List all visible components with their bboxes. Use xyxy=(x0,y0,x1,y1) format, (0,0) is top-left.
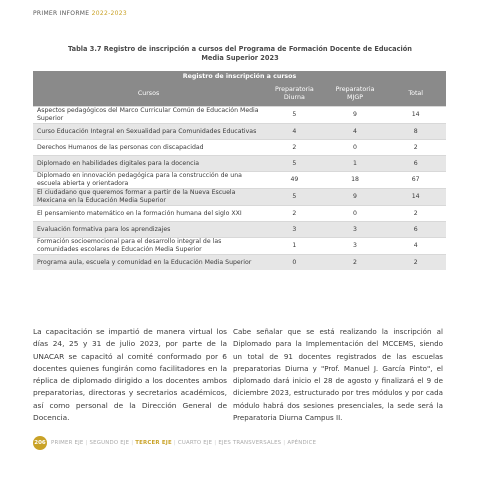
footer-nav-item[interactable]: TERCER EJE xyxy=(135,440,172,446)
cell-course: Programa aula, escuela y comunidad en la Educación Media Superior xyxy=(33,255,264,271)
cell-diurna: 3 xyxy=(264,222,325,238)
report-title: PRIMER INFORME xyxy=(33,10,90,17)
cell-total: 8 xyxy=(385,124,446,140)
cell-diurna: 5 xyxy=(264,107,325,124)
table-group-header-row xyxy=(33,71,446,82)
cell-total: 6 xyxy=(385,222,446,238)
cell-mjgp: 9 xyxy=(325,189,386,206)
cell-diurna: 4 xyxy=(264,124,325,140)
table-row xyxy=(33,189,446,206)
nav-separator: | xyxy=(283,440,286,446)
cell-total: 14 xyxy=(385,107,446,124)
table-row xyxy=(33,238,446,255)
footer-nav-item[interactable]: APÉNDICE xyxy=(287,440,317,446)
cell-diurna: 5 xyxy=(264,156,325,172)
table-column-header-row xyxy=(33,82,446,107)
column-header-cursos: Cursos xyxy=(33,82,264,107)
cell-course: Aspectos pedagógicos del Marco Curricular Común de Educación Media Superior xyxy=(33,107,264,124)
table-row xyxy=(33,172,446,189)
table-row xyxy=(33,255,446,271)
cell-diurna: 2 xyxy=(264,140,325,156)
cell-mjgp: 9 xyxy=(325,107,386,124)
cell-total: 2 xyxy=(385,255,446,271)
nav-separator: | xyxy=(214,440,217,446)
column-header-total: Total xyxy=(385,82,446,107)
table-row xyxy=(33,107,446,124)
footer-nav xyxy=(51,440,316,446)
cell-course: Diplomado en innovación pedagógica para la construcción de una escuela abierta y orientadora xyxy=(33,172,264,189)
cell-diurna: 2 xyxy=(264,206,325,222)
cell-mjgp: 4 xyxy=(325,124,386,140)
page-footer xyxy=(33,436,463,450)
table-caption xyxy=(44,45,436,63)
report-year: 2022-2023 xyxy=(91,10,127,17)
footer-nav-item[interactable]: PRIMER EJE xyxy=(51,440,84,446)
cell-mjgp: 3 xyxy=(325,238,386,255)
cell-total: 2 xyxy=(385,206,446,222)
cell-total: 4 xyxy=(385,238,446,255)
cell-mjgp: 0 xyxy=(325,206,386,222)
cell-mjgp: 0 xyxy=(325,140,386,156)
cell-mjgp: 1 xyxy=(325,156,386,172)
cell-total: 6 xyxy=(385,156,446,172)
table-row xyxy=(33,156,446,172)
nav-separator: | xyxy=(85,440,88,446)
cell-total: 67 xyxy=(385,172,446,189)
table-row xyxy=(33,206,446,222)
cell-course: El pensamiento matemático en la formación humana del siglo XXI xyxy=(33,206,264,222)
cell-total: 2 xyxy=(385,140,446,156)
cell-course: Diplomado en habilidades digitales para la docencia xyxy=(33,156,264,172)
table-body xyxy=(33,107,446,271)
cell-course: Derechos Humanos de las personas con discapacidad xyxy=(33,140,264,156)
cell-diurna: 49 xyxy=(264,172,325,189)
cell-mjgp: 3 xyxy=(325,222,386,238)
footer-nav-item[interactable]: CUARTO EJE xyxy=(177,440,213,446)
running-header xyxy=(33,10,127,17)
cell-diurna: 1 xyxy=(264,238,325,255)
column-header-diurna: Preparatoria Diurna xyxy=(264,82,325,107)
page-number: 206 xyxy=(33,436,47,450)
enrollment-table xyxy=(33,71,446,270)
cell-diurna: 0 xyxy=(264,255,325,271)
cell-mjgp: 18 xyxy=(325,172,386,189)
caption-line-2: Media Superior 2023 xyxy=(201,54,279,62)
cell-course: El ciudadano que queremos formar a partir de la Nueva Escuela Mexicana en la Educación Media Superior xyxy=(33,189,264,206)
table-group-header: Registro de inscripción a cursos xyxy=(33,71,446,82)
cell-course: Evaluación formativa para los aprendizajes xyxy=(33,222,264,238)
footer-nav-item[interactable]: SEGUNDO EJE xyxy=(89,440,130,446)
body-paragraph-right: Cabe señalar que se está realizando la inscripción al Diplomado para la Implementación del MCCEMS, siendo un total de 91 docentes registrados de las escuelas preparatorias Diurna y "Prof. Manuel J. García Pinto", el diplomado dará inicio el 28 de agosto y finalizará el 9 de diciembre 2023, estructurado por tres módulos y por cada módulo habrá dos sesiones presenciales, la sede será la Preparatoria Diurna Campus II. xyxy=(233,327,443,423)
cell-course: Curso Educación Integral en Sexualidad para Comunidades Educativas xyxy=(33,124,264,140)
footer-nav-item[interactable]: EJES TRANSVERSALES xyxy=(218,440,282,446)
cell-course: Formación socioemocional para el desarrollo integral de las comunidades escolares de Educación Media Superior xyxy=(33,238,264,255)
cell-total: 14 xyxy=(385,189,446,206)
table-row xyxy=(33,222,446,238)
body-paragraph-left: La capacitación se impartió de manera virtual los días 24, 25 y 31 de julio 2023, por parte de la UNACAR se capacitó al comité conformado por 6 docentes quienes fungirán como facilitadores en la réplica de diplomado dirigido a los docentes ambos preparatorias, directoras y secretarios académicos, así como personal de la Dirección General de Docencia. xyxy=(33,327,227,423)
table-row xyxy=(33,124,446,140)
column-header-mjgp: Preparatoria MJGP xyxy=(325,82,386,107)
nav-separator: | xyxy=(173,440,176,446)
cell-diurna: 5 xyxy=(264,189,325,206)
caption-line-1: Tabla 3.7 Registro de inscripción a cursos del Programa de Formación Docente de Educación xyxy=(67,45,413,53)
table-row xyxy=(33,140,446,156)
nav-separator: | xyxy=(131,440,134,446)
cell-mjgp: 2 xyxy=(325,255,386,271)
